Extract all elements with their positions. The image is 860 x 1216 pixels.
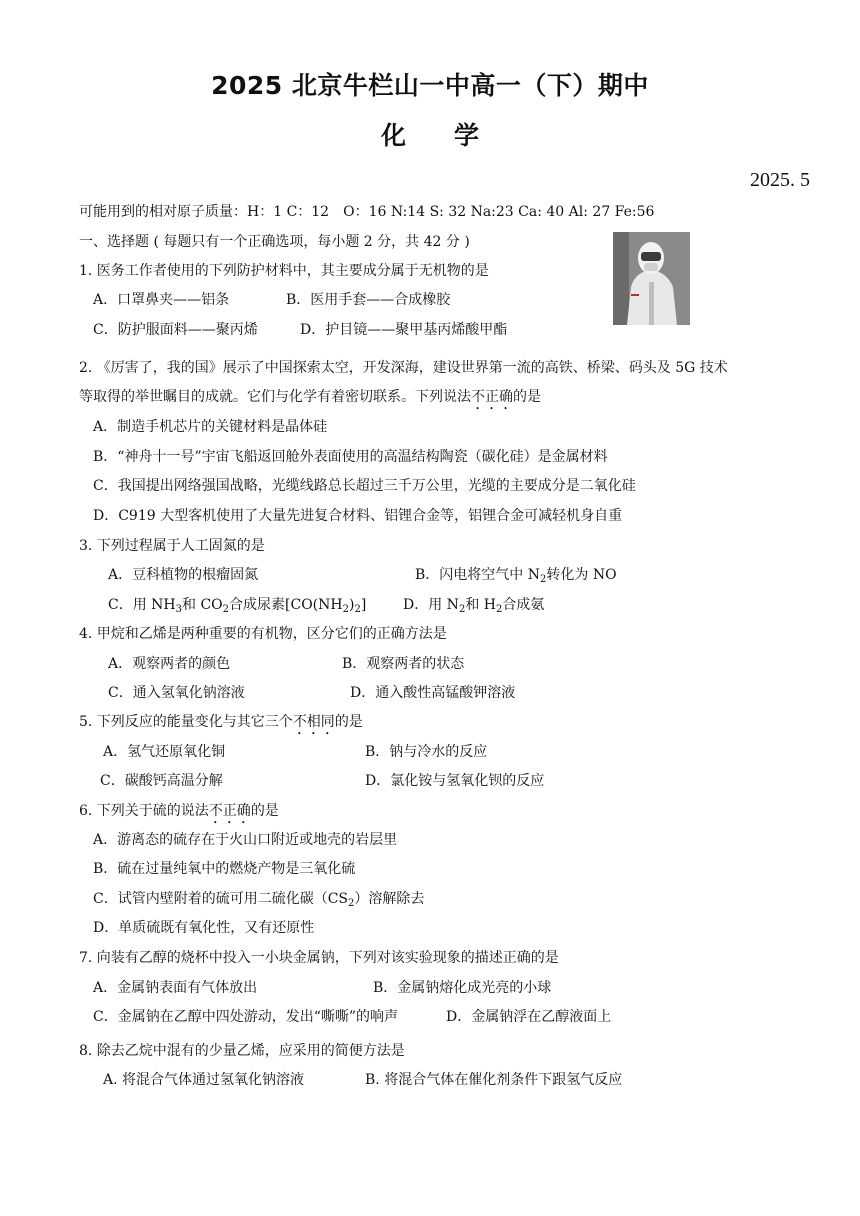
q5-option-b: B．钠与冷水的反应 <box>365 744 488 760</box>
q2-option-b: B．“神舟十一号”宇宙飞船返回舱外表面使用的高温结构陶瓷（碳化硅）是金属材料 <box>93 449 608 465</box>
q7-stem: 7. 向装有乙醇的烧杯中投入一小块金属钠，下列对该实验现象的描述正确的是 <box>79 950 559 966</box>
q2-stem-line2 <box>79 388 541 413</box>
q3-c-s2: 2 <box>222 604 230 615</box>
q6-option-a: A．游离态的硫存在于火山口附近或地壳的岩层里 <box>93 832 398 848</box>
atomic-masses: 可能用到的相对原子质量：H：1 C：12 O：16 N:14 S: 32 Na:23 Ca: 40 Al: 27 Fe:56 <box>79 204 655 220</box>
q3-b-text-end: 转化为 NO <box>546 567 617 583</box>
q3-b-sub: 2 <box>540 574 547 585</box>
q2-emphasis: 不正确 <box>471 389 513 405</box>
q5-stem-text: 5. 下列反应的能量变化与其它三个 <box>79 714 293 730</box>
medical-worker-photo <box>613 232 690 325</box>
exam-date: 2025. 5 <box>750 169 810 191</box>
q6-option-d: D．单质硫既有氧化性，又有还原性 <box>93 920 315 936</box>
q3-option-b <box>415 566 617 584</box>
q1-option-b: B．医用手套——合成橡胶 <box>286 292 451 308</box>
q5-stem <box>79 713 363 738</box>
q3-d-a: D．用 N <box>403 597 459 613</box>
q4-option-d: D．通入酸性高锰酸钾溶液 <box>350 685 516 701</box>
q6-stem <box>79 802 279 827</box>
q5-option-c: C．碳酸钙高温分解 <box>100 773 223 789</box>
q3-c-a: C．用 NH <box>108 597 176 613</box>
q6-option-b: B．硫在过量纯氧中的燃烧产物是三氧化硫 <box>93 861 356 877</box>
q1-option-a: A．口罩鼻夹——铝条 <box>93 292 230 308</box>
q3-option-d <box>403 596 544 614</box>
q4-option-b: B．观察两者的状态 <box>342 656 465 672</box>
q4-option-c: C．通入氢氧化钠溶液 <box>108 685 245 701</box>
q8-option-a: A. 将混合气体通过氢氧化钠溶液 <box>103 1072 305 1088</box>
q6-c-text-end: ）溶解除去 <box>354 891 425 907</box>
q2-stem-end: 的是 <box>513 389 541 405</box>
q3-d-s1: 2 <box>458 604 466 615</box>
q3-stem: 3. 下列过程属于人工固氮的是 <box>79 538 265 554</box>
q4-option-a: A．观察两者的颜色 <box>108 656 231 672</box>
q6-stem-text: 6. 下列关于硫的说法 <box>79 803 209 819</box>
q3-c-e: ] <box>360 597 367 613</box>
q2-option-a: A．制造手机芯片的关键材料是晶体硅 <box>93 419 328 435</box>
q4-stem: 4. 甲烷和乙烯是两种重要的有机物，区分它们的正确方法是 <box>79 626 447 642</box>
q6-c-text: C．试管内壁附着的硫可用二硫化碳（CS <box>93 891 349 907</box>
q2-option-c: C．我国提出网络强国战略，光缆线路总长超过三千万公里，光缆的主要成分是二氧化硅 <box>93 478 636 494</box>
q6-option-c <box>93 890 424 908</box>
q7-option-c: C．金属钠在乙醇中四处游动，发出“嘶嘶”的响声 <box>93 1009 399 1025</box>
protective-suit-figure <box>613 232 690 325</box>
q1-option-c: C．防护服面料——聚丙烯 <box>93 322 258 338</box>
subject-title: 化学 <box>380 121 527 150</box>
q3-c-s3: 2 <box>342 604 349 615</box>
q5-option-d: D．氯化铵与氢氧化钡的反应 <box>365 773 545 789</box>
q1-stem: 1. 医务工作者使用的下列防护材料中，其主要成分属于无机物的是 <box>79 263 489 279</box>
q5-emphasis: 不相同 <box>292 714 335 730</box>
q3-d-s2: 2 <box>495 604 503 615</box>
section1-header: 一、选择题 ( 每题只有一个正确选项，每小题 2 分，共 42 分 ) <box>79 234 470 250</box>
q3-c-d: ) <box>348 597 355 613</box>
q7-option-a: A．金属钠表面有气体放出 <box>93 980 258 996</box>
q7-option-b: B．金属钠熔化成光亮的小球 <box>373 980 552 996</box>
q3-b-text: B．闪电将空气中 N <box>415 567 540 583</box>
q5-option-a: A．氢气还原氧化铜 <box>103 744 226 760</box>
exam-title: 2025 北京牛栏山一中高一（下）期中 <box>211 71 649 100</box>
q7-option-d: D．金属钠浮在乙醇液面上 <box>446 1009 612 1025</box>
q6-stem-end: 的是 <box>250 803 279 819</box>
q3-c-b: 和 CO <box>182 597 223 613</box>
q2-stem-line1: 2. 《厉害了，我的国》展示了中国探索太空，开发深海，建设世界第一流的高铁、桥梁、码头及 5G 技术 <box>79 360 728 376</box>
q6-c-sub: 2 <box>348 898 355 909</box>
q1-option-d: D．护目镜——聚甲基丙烯酸甲酯 <box>300 322 508 338</box>
q5-stem-end: 的是 <box>334 714 363 730</box>
q3-c-s1: 3 <box>175 604 182 615</box>
q3-d-c: 合成氨 <box>502 597 545 613</box>
q6-emphasis: 不正确 <box>208 803 251 819</box>
q3-option-a: A．豆科植物的根瘤固氮 <box>108 567 259 583</box>
q3-d-b: 和 H <box>465 597 496 613</box>
q2-stem-text: 等取得的举世瞩目的成就。它们与化学有着密切联系。下列说法 <box>79 389 471 405</box>
q3-option-c <box>108 596 366 614</box>
q2-option-d: D．C919 大型客机使用了大量先进复合材料、铝锂合金等，铝锂合金可减轻机身自重 <box>93 508 623 524</box>
q3-c-c: 合成尿素[CO(NH <box>229 597 343 613</box>
q8-stem: 8. 除去乙烷中混有的少量乙烯，应采用的简便方法是 <box>79 1043 405 1059</box>
q3-c-s4: 2 <box>354 604 361 615</box>
q8-option-b: B. 将混合气体在催化剂条件下跟氢气反应 <box>365 1072 623 1088</box>
